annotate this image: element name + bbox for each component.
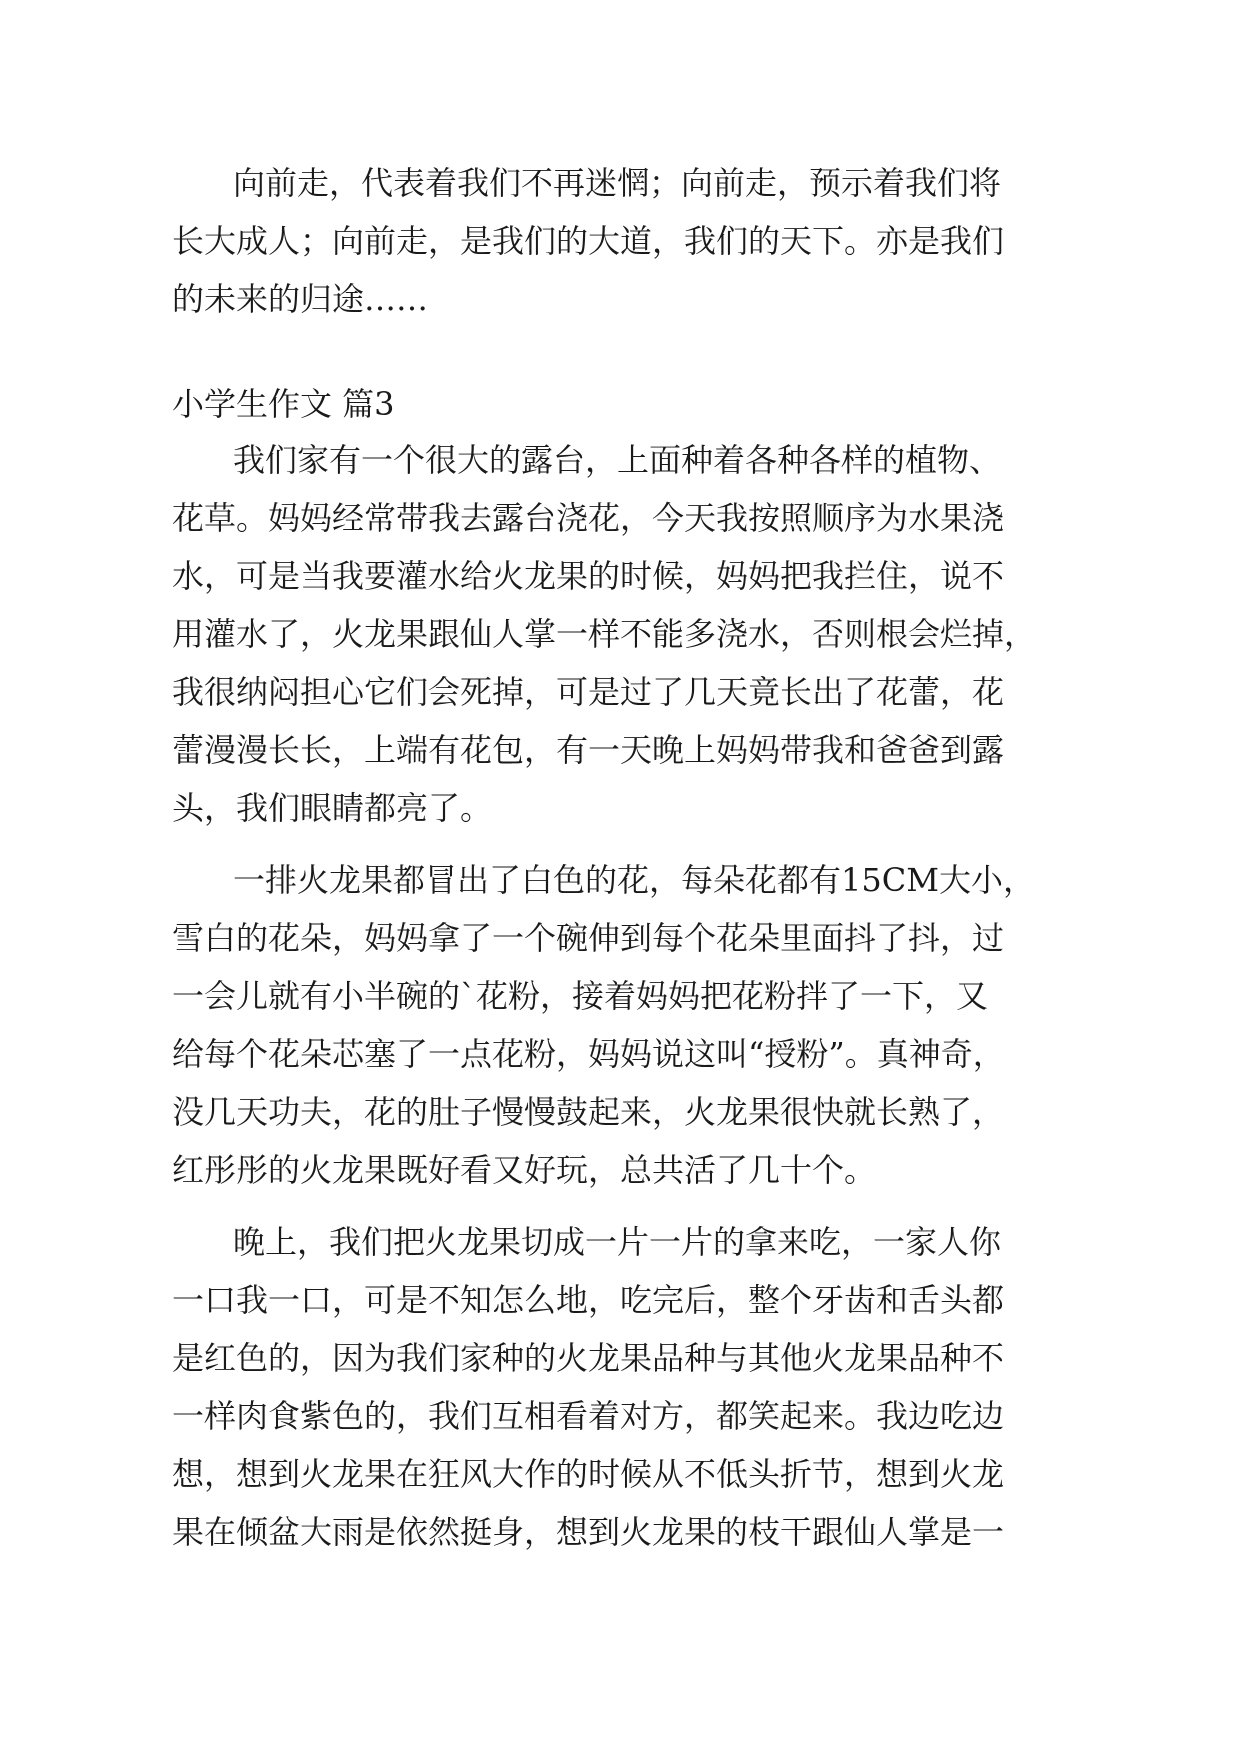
text-line: 给每个花朵芯塞了一点花粉，妈妈说这叫“授粉”。真神奇，: [172, 1035, 1005, 1073]
paragraph-4-line-2: [0, 1270, 1241, 1330]
paragraph-4-line-5: [0, 1444, 1241, 1504]
paragraph-2-line-4: [0, 604, 1241, 664]
paragraph-2-line-1: [0, 430, 1241, 490]
text-line: 没几天功夫，花的肚子慢慢鼓起来，火龙果很快就长熟了，: [172, 1093, 1005, 1131]
text-line: 蕾漫漫长长，上端有花包，有一天晚上妈妈带我和爸爸到露: [172, 731, 1005, 769]
text-line: 的未来的归途……: [172, 280, 429, 318]
text-line: 晚上，我们把火龙果切成一片一片的拿来吃，一家人你: [233, 1223, 1002, 1261]
paragraph-3-line-2: [0, 908, 1241, 968]
text-line: 用灌水了，火龙果跟仙人掌一样不能多浇水，否则根会烂掉，: [172, 615, 1037, 653]
paragraph-4-line-6: [0, 1502, 1241, 1562]
paragraph-2-line-2: [0, 488, 1241, 548]
paragraph-2-line-7: [0, 778, 1241, 838]
paragraph-1-line-3: [0, 269, 1241, 329]
text-line: 头，我们眼睛都亮了。: [172, 789, 493, 827]
paragraph-2-line-3: [0, 546, 1241, 606]
text-line: 是红色的，因为我们家种的火龙果品种与其他火龙果品种不: [172, 1339, 1005, 1377]
text-line: 红彤彤的火龙果既好看又好玩，总共活了几十个。: [172, 1151, 877, 1189]
paragraph-2-line-5: [0, 662, 1241, 722]
text-line: 一口我一口，可是不知怎么地，吃完后，整个牙齿和舌头都: [172, 1281, 1005, 1319]
section-title: 小学生作文 篇3: [172, 385, 395, 423]
text-line: 想，想到火龙果在狂风大作的时候从不低头折节，想到火龙: [172, 1455, 1005, 1493]
paragraph-4-line-4: [0, 1386, 1241, 1446]
text-line: 一排火龙果都冒出了白色的花，每朵花都有15CM大小，: [233, 861, 1035, 899]
text-line: 花草。妈妈经常带我去露台浇花，今天我按照顺序为水果浇: [172, 499, 1005, 537]
text-line: 一样肉食紫色的，我们互相看着对方，都笑起来。我边吃边: [172, 1397, 1005, 1435]
paragraph-2-line-6: [0, 720, 1241, 780]
paragraph-3-line-4: [0, 1024, 1241, 1084]
paragraph-1-line-1: [0, 153, 1241, 213]
text-line: 果在倾盆大雨是依然挺身，想到火龙果的枝干跟仙人掌是一: [172, 1513, 1005, 1551]
paragraph-3-line-1: [0, 850, 1241, 910]
paragraph-3-line-6: [0, 1140, 1241, 1200]
text-line: 雪白的花朵，妈妈拿了一个碗伸到每个花朵里面抖了抖，过: [172, 919, 1005, 957]
paragraph-4-line-3: [0, 1328, 1241, 1388]
text-line: 我们家有一个很大的露台，上面种着各种各样的植物、: [233, 441, 1002, 479]
paragraph-4-line-1: [0, 1212, 1241, 1272]
paragraph-3-line-3: [0, 966, 1241, 1026]
text-line: 我很纳闷担心它们会死掉，可是过了几天竟长出了花蕾，花: [172, 673, 1005, 711]
text-line: 向前走，代表着我们不再迷惘；向前走，预示着我们将: [233, 164, 1002, 202]
text-line: 水，可是当我要灌水给火龙果的时候，妈妈把我拦住，说不: [172, 557, 1005, 595]
paragraph-1-line-2: [0, 211, 1241, 271]
section-heading: [0, 374, 1241, 434]
paragraph-3-line-5: [0, 1082, 1241, 1142]
text-line: 长大成人；向前走，是我们的大道，我们的天下。亦是我们: [172, 222, 1005, 260]
text-line: 一会儿就有小半碗的`花粉，接着妈妈把花粉拌了一下，又: [172, 977, 989, 1015]
